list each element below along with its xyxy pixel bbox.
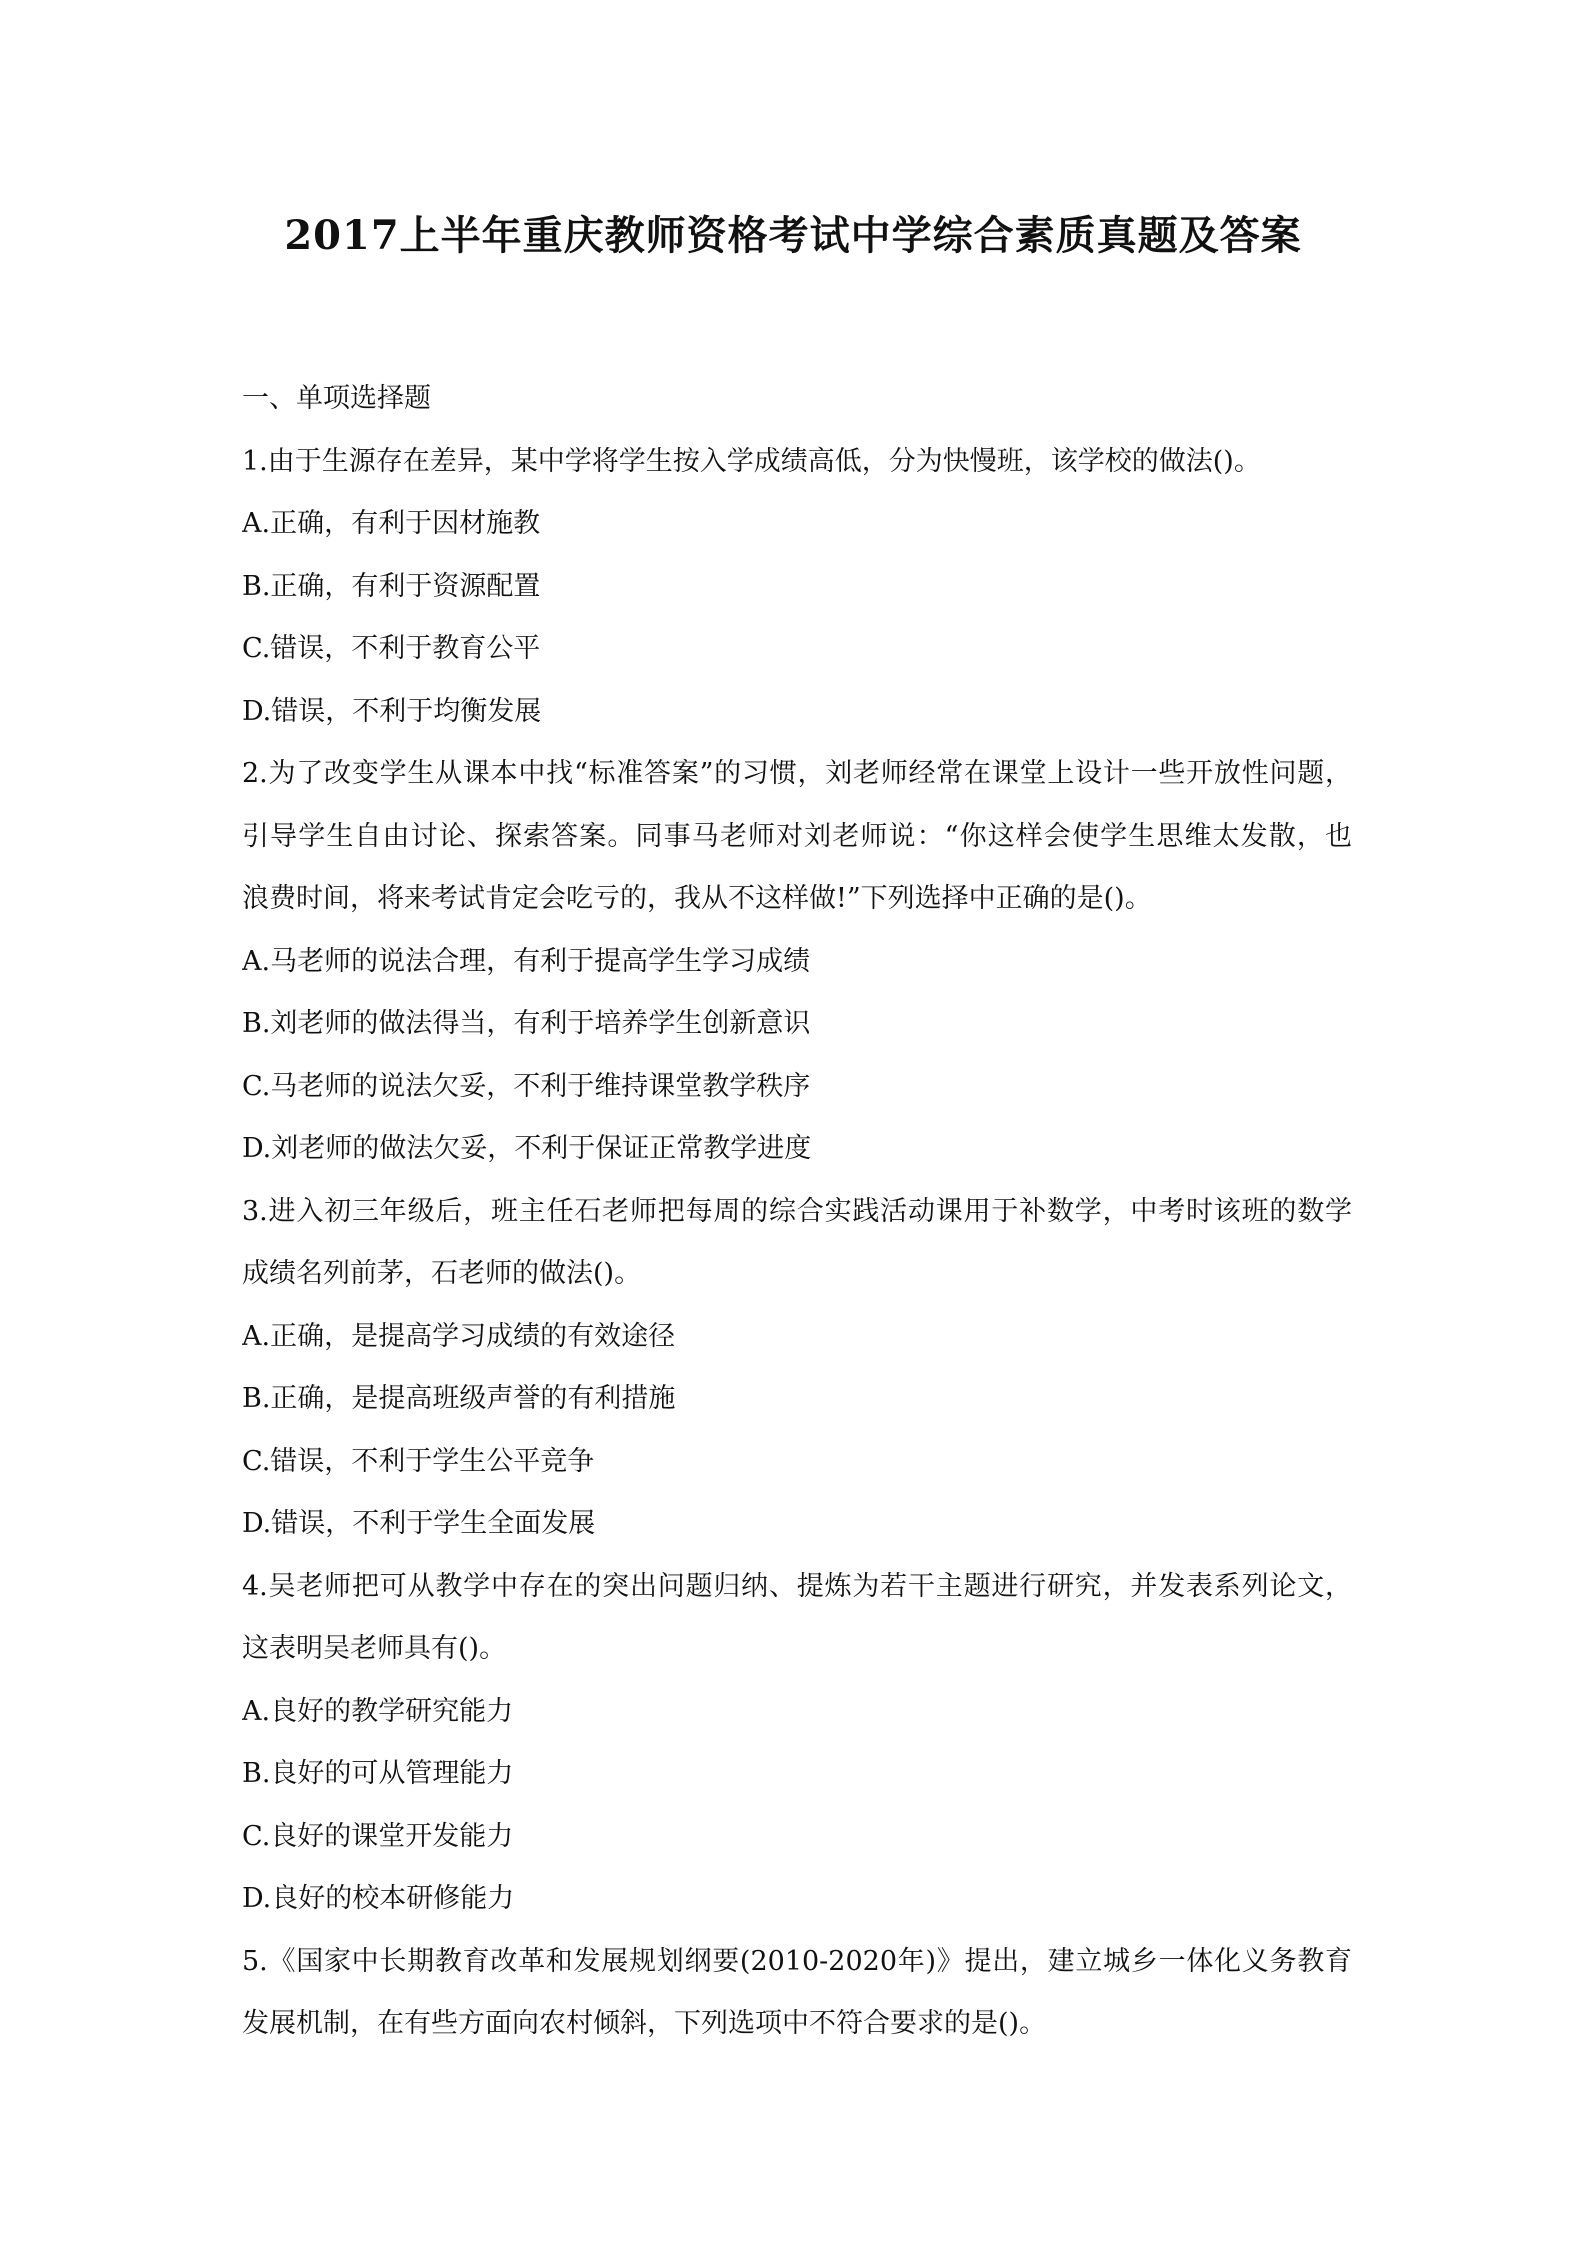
question-2-option-a: A.马老师的说法合理，有利于提高学生学习成绩 (242, 945, 811, 977)
question-3-option-c: C.错误，不利于学生公平竞争 (242, 1445, 595, 1477)
question-1-option-b: B.正确，有利于资源配置 (242, 570, 541, 602)
question-4-option-a: A.良好的教学研究能力 (242, 1695, 514, 1727)
question-1-option-d: D.错误，不利于均衡发展 (242, 695, 542, 727)
question-1-stem: 1.由于生源存在差异，某中学将学生按入学成绩高低，分为快慢班，该学校的做法()。 (242, 445, 1261, 477)
question-2-stem-line-1: 2.为了改变学生从课本中找“标准答案”的习惯，刘老师经常在课堂上设计一些开放性问题， (242, 758, 1352, 789)
question-3-option-a: A.正确，是提高学习成绩的有效途径 (242, 1320, 676, 1352)
question-4-stem-line-1: 4.吴老师把可从教学中存在的突出问题归纳、提炼为若干主题进行研究，并发表系列论文， (242, 1570, 1352, 1602)
question-2-option-b: B.刘老师的做法得当，有利于培养学生创新意识 (242, 1008, 811, 1039)
question-1-option-a: A.正确，有利于因材施教 (242, 508, 541, 539)
question-2-option-d: D.刘老师的做法欠妥，不利于保证正常教学进度 (242, 1133, 812, 1164)
question-2-option-c: C.马老师的说法欠妥，不利于维持课堂教学秩序 (242, 1070, 811, 1102)
question-2-stem-line-3: 浪费时间，将来考试肯定会吃亏的，我从不这样做!”下列选择中正确的是()。 (242, 883, 1152, 914)
question-4-option-c: C.良好的课堂开发能力 (242, 1820, 514, 1852)
question-3-stem-line-1: 3.进入初三年级后，班主任石老师把每周的综合实践活动课用于补数学，中考时该班的数学 (242, 1195, 1352, 1227)
question-3-stem-line-2: 成绩名列前茅，石老师的做法()。 (242, 1258, 642, 1289)
question-5-stem-line-2: 发展机制，在有些方面向农村倾斜，下列选项中不符合要求的是()。 (242, 2008, 1047, 2039)
question-4-stem-line-2: 这表明吴老师具有()。 (242, 1633, 507, 1664)
document-body (242, 368, 1352, 2056)
question-4-option-d: D.良好的校本研修能力 (242, 1883, 515, 1914)
question-2-stem-line-2: 引导学生自由讨论、探索答案。同事马老师对刘老师说：“你这样会使学生思维太发散，也 (242, 820, 1352, 852)
question-4-option-b: B.良好的可从管理能力 (242, 1758, 514, 1789)
question-5-stem-line-1: 5.《国家中长期教育改革和发展规划纲要(2010-2020年)》提出，建立城乡一体化义务教育 (242, 1945, 1352, 1977)
document-title: 2017上半年重庆教师资格考试中学综合素质真题及答案 (284, 212, 1302, 259)
question-3-option-b: B.正确，是提高班级声誉的有利措施 (242, 1383, 676, 1414)
question-1-option-c: C.错误，不利于教育公平 (242, 633, 541, 664)
question-3-option-d: D.错误，不利于学生全面发展 (242, 1508, 596, 1539)
section-heading: 一、单项选择题 (242, 383, 431, 414)
